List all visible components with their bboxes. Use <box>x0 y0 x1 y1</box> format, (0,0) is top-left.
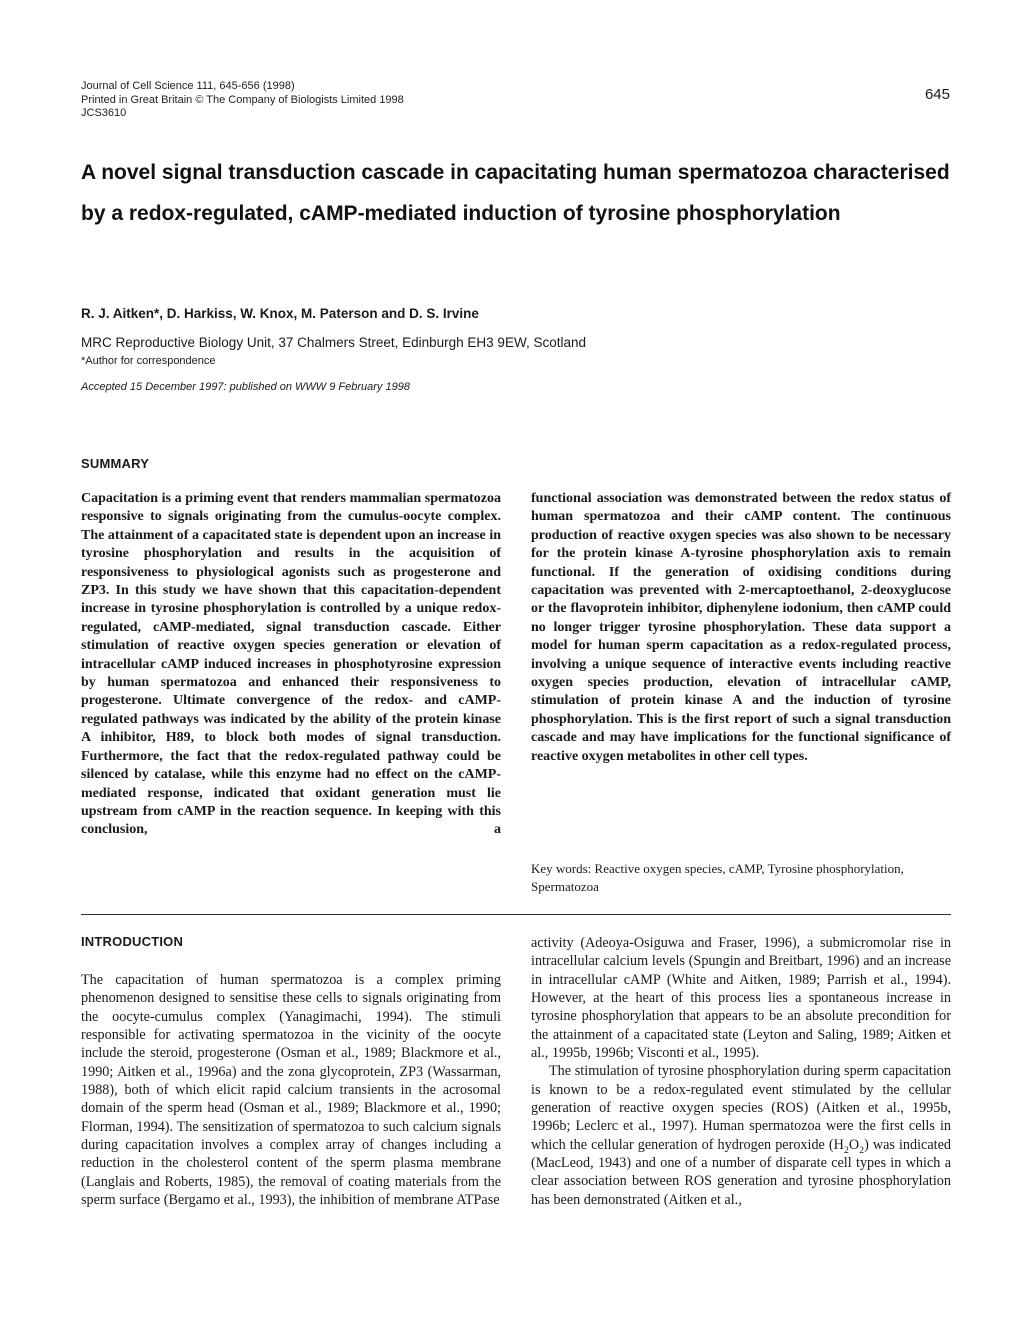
subscript: 2 <box>859 1144 865 1156</box>
introduction-right-column <box>531 934 951 1209</box>
journal-citation: Journal of Cell Science 111, 645-656 (1998) <box>81 80 295 92</box>
journal-copyright: Printed in Great Britain © The Company of Biologists Limited 1998 <box>81 93 404 106</box>
authors: R. J. Aitken*, D. Harkiss, W. Knox, M. Paterson and D. S. Irvine <box>81 306 479 321</box>
introduction-heading: INTRODUCTION <box>81 934 184 949</box>
subscript: 2 <box>843 1144 849 1156</box>
paragraph-text: ) was indicated (MacLeod, 1943) and one of a number of disparate cell types in which a clear association between ROS generation and tyrosine phosphorylation has been demonstrated (Aitken et al., <box>531 1136 951 1208</box>
summary-heading: SUMMARY <box>81 456 150 471</box>
summary-right-column: functional association was demonstrated between the redox status of human spermatozoa and their cAMP content. The continuous production of reactive oxygen species was also shown to be necessary for the protein kinase A-tyrosine phosphorylation axis to remain functional. If the generation of oxidising conditions during capacitation was prevented with 2-mercaptoethanol, 2-deoxyglucose or the flavoprotein inhibitor, diphenylene iodonium, then cAMP could no longer trigger tyrosine phosphorylation. These data support a model for human sperm capacitation as a redox-regulated process, involving a unique sequence of interactive events including reactive oxygen species production, elevation of intracellular cAMP, stimulation of protein kinase A and the induction of tyrosine phosphorylation. This is the first report of such a signal transduction cascade and may have implications for the functional significance of reactive oxygen metabolites in other cell types. <box>531 491 951 764</box>
article-title: A novel signal transduction cascade in capacitating human spermatozoa characterised by a redox-regulated, cAMP-mediated induction of tyrosine phosphorylation <box>81 161 950 225</box>
page-number: 645 <box>924 86 950 103</box>
summary-left-column: Capacitation is a priming event that renders mammalian spermatozoa responsive to signals originating from the cumulus-oocyte complex. The attainment of a capacitated state is dependent upon an increase in tyrosine phosphorylation and results in the acquisition of responsiveness to physiological agonists such as progesterone and ZP3. In this study we have shown that this capacitation-dependent increase in tyrosine phosphorylation is controlled by a unique redox-regulated, cAMP-mediated, signal transduction cascade. Either stimulation of reactive oxygen species generation or elevation of intracellular cAMP induced increases in phosphotyrosine expression by human spermatozoa and enhanced their responsiveness to progesterone. Ultimate convergence of the redox- and cAMP-regulated pathways was indicated by the ability of the protein kinase A inhibitor, H89, to block both modes of signal transduction. Furthermore, the fact that the redox-regulated pathway could be silenced by catalase, while this enzyme had no effect on the cAMP-mediated response, indicated that oxidant generation must lie upstream from cAMP in the reaction sequence. In keeping with this conclusion, a <box>81 491 501 838</box>
introduction-paragraph-2 <box>531 1062 951 1209</box>
paragraph-text: O <box>848 1136 860 1153</box>
accepted-date: Accepted 15 December 1997: published on WWW 9 February 1998 <box>81 381 410 393</box>
keywords: Key words: Reactive oxygen species, cAMP, Tyrosine phosphorylation, Spermatozoa <box>531 861 904 894</box>
affiliation: MRC Reproductive Biology Unit, 37 Chalmers Street, Edinburgh EH3 9EW, Scotland <box>81 335 586 350</box>
journal-code: JCS3610 <box>81 107 127 119</box>
section-divider <box>81 914 951 915</box>
correspondence-note: *Author for correspondence <box>81 355 216 367</box>
paragraph-text: The stimulation of tyrosine phosphorylation during sperm capacitation is known to be a redox-regulated event stimulated by the cellular generation of reactive oxygen species (ROS) (Aitken et al., 1995b, 1996b; Leclerc et al., 1997). Human spermatozoa were the first cells in which the cellular generation of hydrogen peroxide (H <box>531 1063 951 1153</box>
introduction-left-column: The capacitation of human spermatozoa is a complex priming phenomenon designed to sensitise these cells to signals originating from the oocyte-cumulus complex (Yanagimachi, 1994). The stimuli responsible for activating spermatozoa in the vicinity of the oocyte include the steroid, progesterone (Osman et al., 1989; Blackmore et al., 1990; Aitken et al., 1996a) and the zona glycoprotein, ZP3 (Wassarman, 1988), both of which elicit rapid calcium transients in the acrosomal domain of the sperm head (Osman et al., 1989; Blackmore et al., 1990; Florman, 1994). The sensitization of spermatozoa to such calcium signals during capacitation involves a complex array of changes including a reduction in the cholesterol content of the sperm plasma membrane (Langlais and Roberts, 1985), the removal of coating materials from the sperm surface (Bergamo et al., 1993), the inhibition of membrane ATPase <box>81 972 501 1209</box>
journal-header <box>81 80 404 121</box>
introduction-paragraph-1: activity (Adeoya-Osiguwa and Fraser, 1996), a submicromolar rise in intracellular calcium levels (Spungin and Breitbart, 1996) and an increase in intracellular cAMP (White and Aitken, 1989; Parrish et al., 1994). However, at the heart of this process lies a spontaneous increase in tyrosine phosphorylation that appears to be an absolute precondition for the attainment of a capacitated state (Leyton and Saling, 1989; Aitken et al., 1995b, 1996b; Visconti et al., 1995). <box>531 935 951 1062</box>
